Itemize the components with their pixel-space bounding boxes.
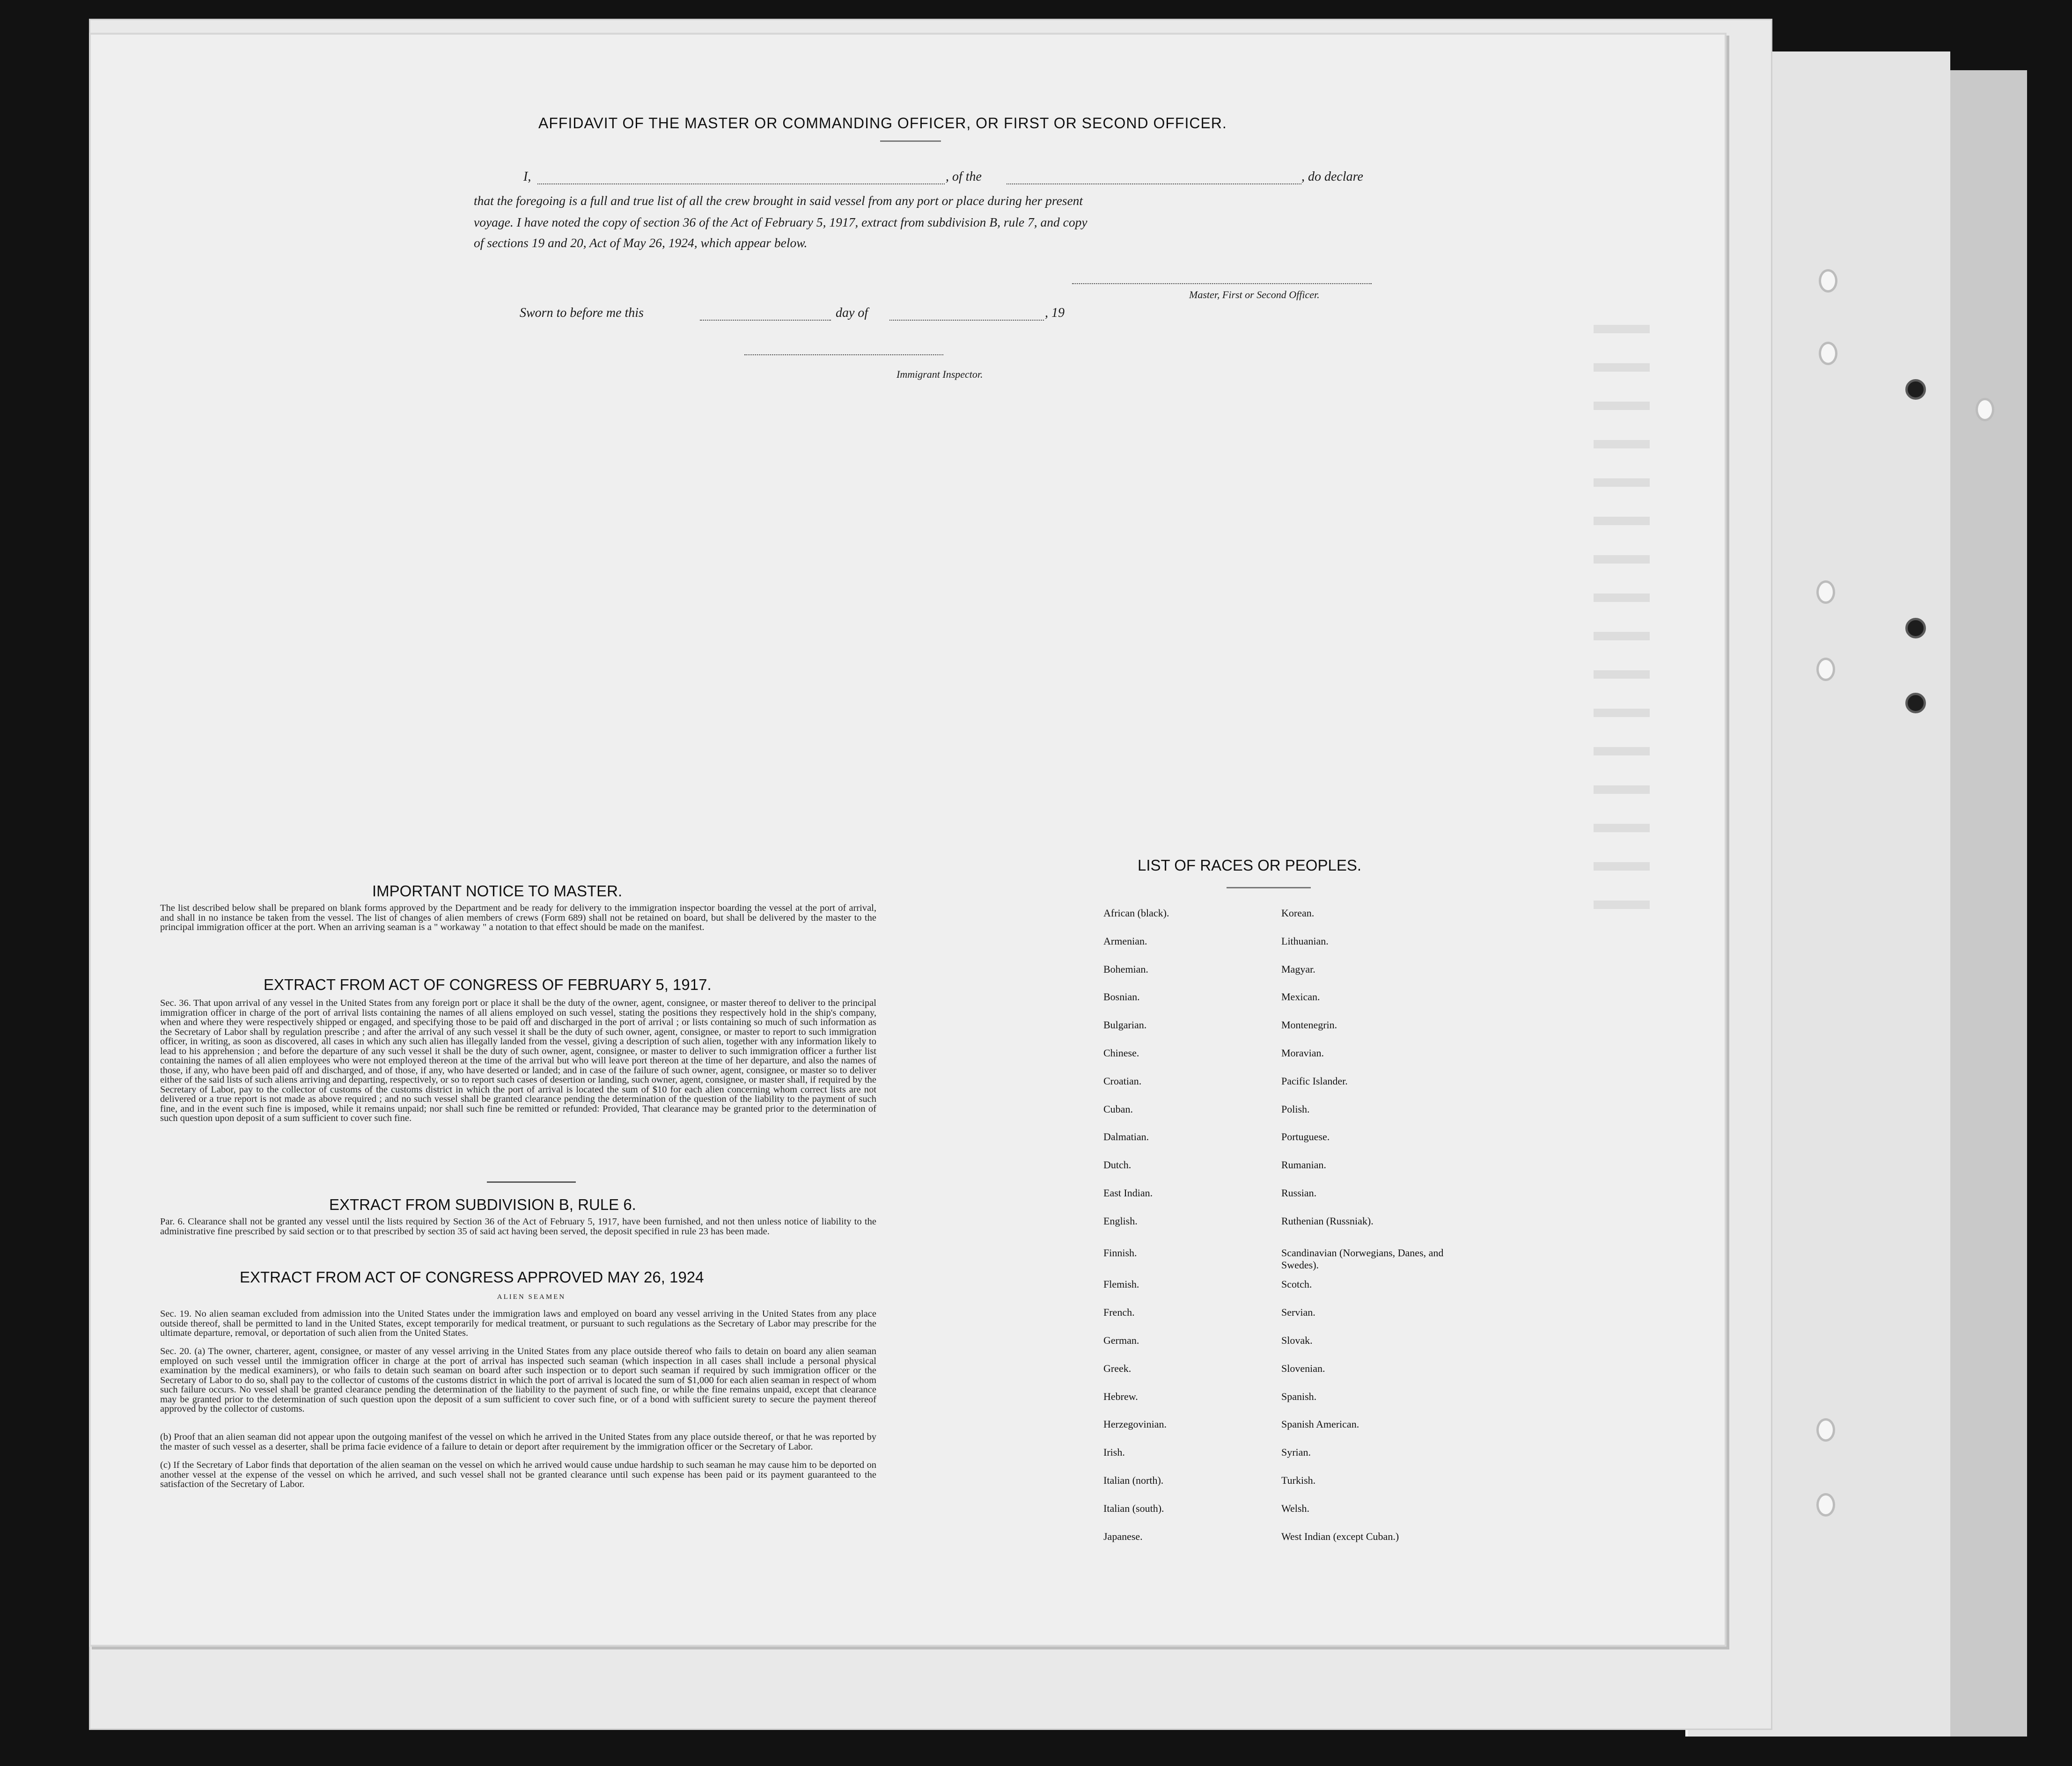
race-item: German.	[1103, 1334, 1139, 1346]
race-item: Moravian.	[1281, 1047, 1324, 1059]
sworn-label: Sworn to before me this	[520, 306, 644, 320]
binder-hole-icon	[1816, 580, 1835, 604]
race-item: Scotch.	[1281, 1278, 1312, 1290]
race-item: Montenegrin.	[1281, 1019, 1337, 1031]
rule-6-title: EXTRACT FROM SUBDIVISION B, RULE 6.	[329, 1196, 636, 1213]
race-item: Slovak.	[1281, 1334, 1313, 1346]
statement-line-3: of sections 19 and 20, Act of May 26, 1924, which appear below.	[474, 235, 808, 250]
race-item: Japanese.	[1103, 1530, 1143, 1542]
race-item: Bulgarian.	[1103, 1019, 1147, 1031]
do-declare-label: , do declare	[1301, 169, 1363, 184]
race-item: West Indian (except Cuban.)	[1281, 1530, 1399, 1542]
binder-hole-icon	[1816, 658, 1835, 681]
binder-hole-icon	[1819, 269, 1837, 293]
master-signature-label: Master, First or Second Officer.	[1189, 289, 1320, 300]
sworn-day-field[interactable]	[700, 320, 831, 321]
notice-text: The list described below shall be prepared on blank forms approved by the Department and be ready for delivery to the immigration inspector boarding the vessel at the port of arrival, and shall in no instance be taken from the vessel. The list of changes of alien members of crews (Form 689) shall not be retained on board, but shall be delivered by the master to the principal immigration officer at the port. When an arriving seaman is a " workaway " a notation to that effect should be made on the manifest.	[160, 903, 876, 932]
race-item: Slovenian.	[1281, 1362, 1325, 1374]
binder-hole-icon	[1816, 1493, 1835, 1517]
race-item: Bohemian.	[1103, 963, 1148, 975]
race-item: Spanish.	[1281, 1390, 1317, 1402]
race-item: Irish.	[1103, 1446, 1125, 1458]
statement-line-2: voyage. I have noted the copy of section 36 of the Act of February 5, 1917, extract from subdivision B, rule 7, and copy	[474, 215, 1087, 229]
race-item: Welsh.	[1281, 1502, 1309, 1514]
affidavit-title-rule	[880, 140, 941, 142]
race-item: Polish.	[1281, 1103, 1310, 1115]
year-label: , 19	[1045, 306, 1065, 320]
rule-6-text: Par. 6. Clearance shall not be granted any vessel until the lists required by Section 36 of the Act of February 5, 1917, have been furnished, and not then unless notice of liability to the administrative fine prescribed by said section or to that prescribed by section 35 of said act having been served, the deposit specified in rule 23 has been made.	[160, 1216, 876, 1237]
race-item: Spanish American.	[1281, 1418, 1359, 1430]
race-item: Servian.	[1281, 1306, 1315, 1319]
races-title: LIST OF RACES OR PEOPLES.	[1138, 857, 1362, 874]
vessel-name-field[interactable]	[1007, 183, 1301, 184]
race-item: Russian.	[1281, 1187, 1317, 1199]
race-item: Chinese.	[1103, 1047, 1139, 1059]
race-item: Armenian.	[1103, 935, 1147, 947]
binder-hole-icon	[1976, 398, 1994, 421]
races-title-rule	[1227, 887, 1311, 888]
act-1917-text: Sec. 36. That upon arrival of any vessel in the United States from any foreign port or place it shall be the duty of the owner, agent, consignee, or master thereof to deliver to the principal immigration officer in charge of the port of arrival lists containing the names of all aliens employed on such vessel, stating the positions they respectively hold in the ship's company, when and where they were respectively shipped or engaged, and specifying those to be paid off and discharged in the port of arrival ; or lists containing so much of such information as the Secretary of Labor shall by regulation prescribe ; and after the arrival of any such vessel it shall be the duty of such owner, agent, consignee, or master to report to such immigration officer, in writing, as soon as discovered, all cases in which any such alien has illegally landed from the vessel, giving a description of such alien, together with any information likely to lead to his apprehension ; and before the departure of any such vessel it shall be the duty of such owner, agent, consignee, or master to deliver to such immigration officer a further list containing the names of all alien employees who were not employed thereon at the time of the arrival but who will leave port thereon at the time of her departure, and also the names of those, if any, who have been paid off and discharged, and of those, if any, who have deserted or landed; and in case of the failure of such owner, agent, consignee, or master so to deliver either of the said lists of such aliens arriving and departing, respectively, or so to report such cases of desertion or landing, such owner, agent, consignee, or master shall, if required by the Secretary of Labor, pay to the collector of customs of the customs district in which the port of arrival is located the sum of $10 for each alien concerning whom correct lists are not delivered or a true report is not made as above required ; and no such vessel shall be granted clearance pending the determination of the question of the liability to the payment of such fine, and in the event such fine is imposed, while it remains unpaid; nor shall such fine be remitted or refunded: Provided, That clearance may be granted prior to the determination of such question upon deposit of a sum sufficient to cover such fine.	[160, 998, 876, 1123]
master-signature-field[interactable]	[1072, 283, 1372, 284]
race-item: Croatian.	[1103, 1075, 1142, 1087]
race-item: Cuban.	[1103, 1103, 1133, 1115]
act-1924-sec-20a: Sec. 20. (a) The owner, charterer, agent, consignee, or master of any vessel arriving in the United States from any place outside thereof who fails to detain on board any alien seaman employed on such vessel until the immigration officer in charge at the port of arrival has inspected such seaman (which inspection in all cases shall include a personal physical examination by the medical examiners), or who fails to detain such seaman on board after such inspection or to deport such seaman if required by such immigration officer or the Secretary of Labor to do so, shall pay to the collector of customs of the customs district in which the port of arrival is located the sum of $1,000 for each alien seaman in respect of whom such failure occurs. No vessel shall be granted clearance pending the determination of the liability to the payment of such fine, or while the fine remains unpaid, except that clearance may be granted prior to the determination of such question upon the deposit of a sum sufficient to cover such fine, or of a bond with sufficient surety to secure the payment thereof approved by the collector of customs.	[160, 1346, 876, 1414]
race-item: Italian (north).	[1103, 1474, 1164, 1486]
sworn-month-field[interactable]	[889, 320, 1044, 321]
inspector-label: Immigrant Inspector.	[896, 368, 983, 380]
race-item: African (black).	[1103, 907, 1169, 919]
of-the-label: , of the	[946, 169, 982, 184]
race-item: Flemish.	[1103, 1278, 1139, 1290]
race-item: Portuguese.	[1281, 1131, 1330, 1143]
section-divider	[487, 1181, 576, 1183]
act-1924-sec-20c: (c) If the Secretary of Labor finds that deportation of the alien seaman on the vessel on which he arrived would cause undue hardship to such seaman he may cause him to be deported on another vessel at the expense of the vessel on which he arrived, and such vessel shall not be granted clearance until such expense has been paid or its payment guaranteed to the satisfaction of the Secretary of Labor.	[160, 1460, 876, 1489]
inspector-signature-field[interactable]	[744, 354, 943, 355]
act-1924-sec-20b: (b) Proof that an alien seaman did not appear upon the outgoing manifest of the vessel on which he arrived in the United States from any place outside thereof, or that he was reported by the master of such vessel as a deserter, shall be prima facie evidence of a failure to detain or deport after requirement by the immigration officer or the Secretary of Labor.	[160, 1432, 876, 1452]
declarant-name-field[interactable]	[537, 183, 945, 184]
act-1924-title: EXTRACT FROM ACT OF CONGRESS APPROVED MAY 26, 1924	[240, 1268, 704, 1286]
binder-hole-icon	[1905, 693, 1926, 713]
binder-hole-icon	[1816, 1418, 1835, 1442]
alien-seamen-subtitle: ALIEN SEAMEN	[497, 1293, 566, 1301]
race-item: Finnish.	[1103, 1246, 1137, 1259]
race-item: Ruthenian (Russniak).	[1281, 1215, 1374, 1227]
race-item: Turkish.	[1281, 1474, 1316, 1486]
race-item: Bosnian.	[1103, 991, 1140, 1003]
binder-hole-icon	[1819, 342, 1837, 365]
declarant-prefix: I,	[523, 169, 531, 184]
race-item: Pacific Islander.	[1281, 1075, 1348, 1087]
race-item: Syrian.	[1281, 1446, 1311, 1458]
act-1917-title: EXTRACT FROM ACT OF CONGRESS OF FEBRUARY 5, 1917.	[264, 976, 712, 993]
race-item: Greek.	[1103, 1362, 1132, 1374]
race-item: Scandinavian (Norwegians, Danes, and Swedes).	[1281, 1246, 1444, 1271]
act-1924-sec-19: Sec. 19. No alien seaman excluded from admission into the United States under the immigration laws and employed on board any vessel arriving in the United States from any place outside thereof, shall be permitted to land in the United States, except temporarily for medical treatment, or pursuant to such regulations as the Secretary of Labor may prescribe for the ultimate departure, removal, or deportation of such alien from the United States.	[160, 1309, 876, 1338]
race-item: Italian (south).	[1103, 1502, 1164, 1514]
bleed-through-marks	[1589, 325, 1654, 1635]
race-item: East Indian.	[1103, 1187, 1153, 1199]
race-item: Rumanian.	[1281, 1159, 1326, 1171]
race-item: Herzegovinian.	[1103, 1418, 1167, 1430]
notice-title: IMPORTANT NOTICE TO MASTER.	[372, 882, 623, 900]
race-item: Magyar.	[1281, 963, 1315, 975]
binder-hole-icon	[1905, 618, 1926, 638]
race-item: French.	[1103, 1306, 1135, 1319]
binder-hole-icon	[1905, 379, 1926, 400]
race-item: Hebrew.	[1103, 1390, 1138, 1402]
race-item: Lithuanian.	[1281, 935, 1329, 947]
race-item: Mexican.	[1281, 991, 1320, 1003]
race-item: Dalmatian.	[1103, 1131, 1149, 1143]
day-of-label: day of	[836, 306, 868, 320]
race-item: Dutch.	[1103, 1159, 1132, 1171]
affidavit-title: AFFIDAVIT OF THE MASTER OR COMMANDING OFFICER, OR FIRST OR SECOND OFFICER.	[538, 115, 1227, 132]
race-item: English.	[1103, 1215, 1138, 1227]
race-item: Korean.	[1281, 907, 1315, 919]
statement-line-1: that the foregoing is a full and true list of all the crew brought in said vessel from any port or place during her present	[474, 193, 1083, 208]
